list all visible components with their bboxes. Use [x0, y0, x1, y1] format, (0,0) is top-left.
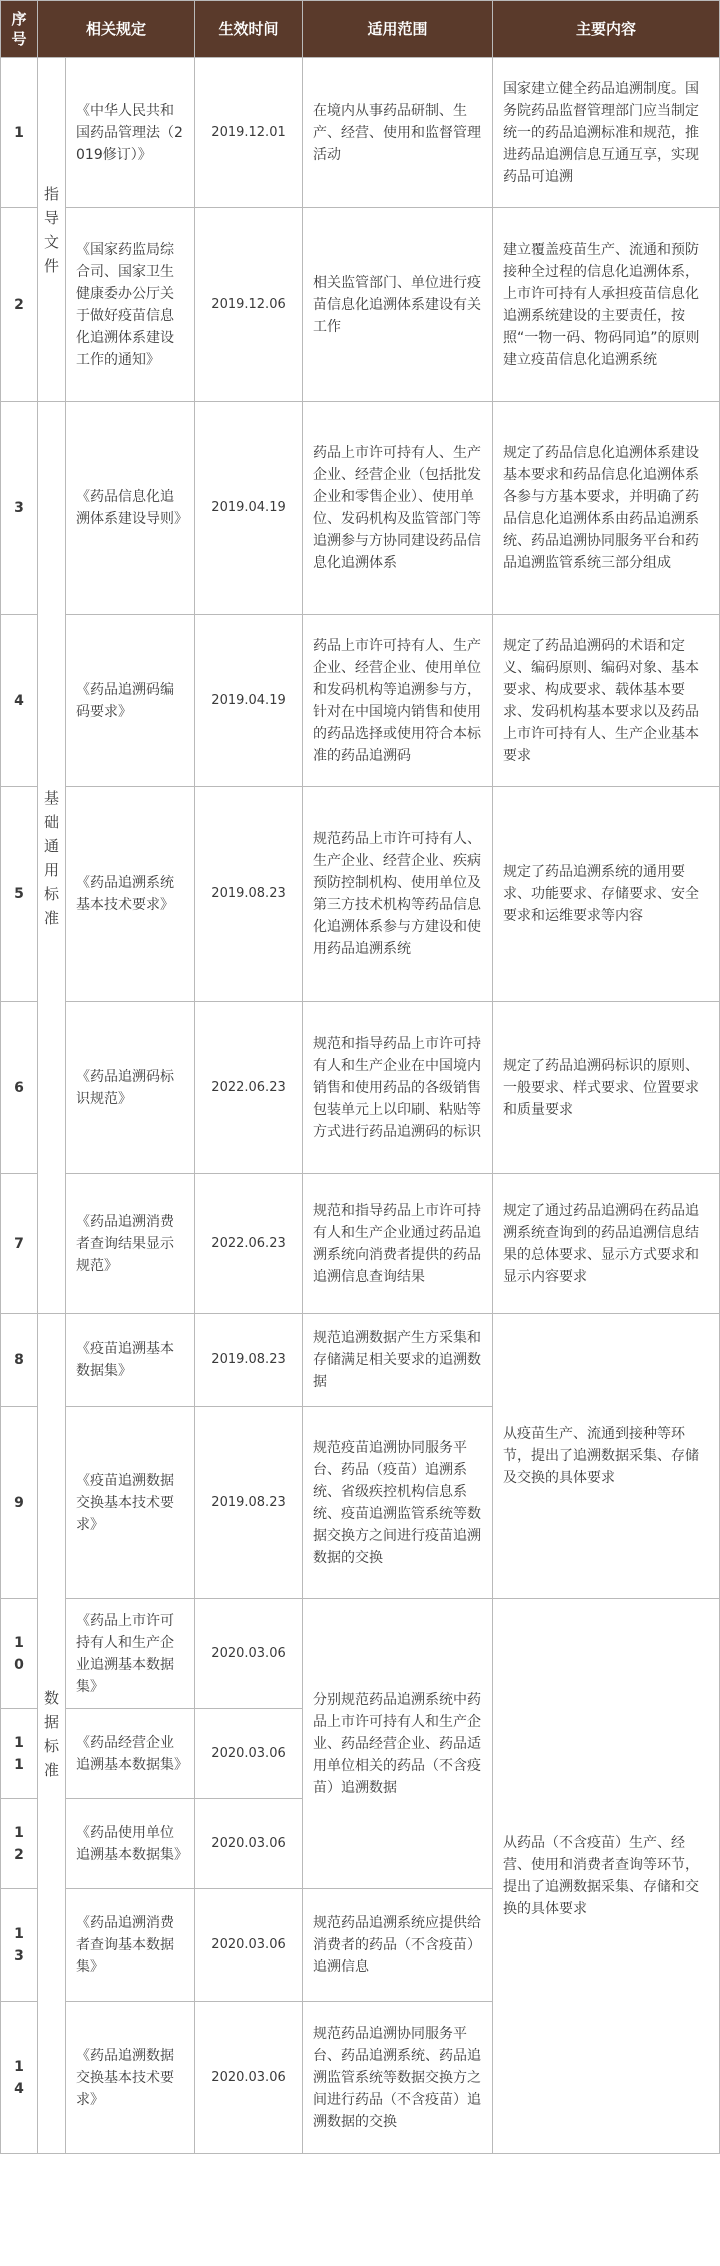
row-seq: 13	[1, 1889, 38, 2002]
effective-date: 2019.08.23	[195, 1314, 303, 1407]
header-regulation: 相关规定	[38, 1, 195, 58]
regulation-name: 《药品追溯消费者查询基本数据集》	[66, 1889, 195, 2002]
content-text: 规定了药品追溯码的术语和定义、编码原则、编码对象、基本要求、构成要求、载体基本要求、发码机构基本要求以及药品上市许可持有人、生产企业基本要求	[493, 615, 720, 787]
row-seq: 11	[1, 1709, 38, 1799]
row-seq: 7	[1, 1174, 38, 1314]
regulation-name: 《药品信息化追溯体系建设导则》	[66, 402, 195, 615]
effective-date: 2020.03.06	[195, 1599, 303, 1709]
effective-date: 2019.08.23	[195, 1407, 303, 1599]
table-row	[1, 787, 720, 1002]
effective-date: 2020.03.06	[195, 1709, 303, 1799]
scope-text: 规范追溯数据产生方采集和存储满足相关要求的追溯数据	[303, 1314, 493, 1407]
regulation-name: 《药品追溯码标识规范》	[66, 1002, 195, 1174]
regulation-name: 《药品经营企业追溯基本数据集》	[66, 1709, 195, 1799]
category-guidance: 指导文件	[38, 58, 66, 402]
scope-text: 规范药品追溯系统应提供给消费者的药品（不含疫苗）追溯信息	[303, 1889, 493, 2002]
table-row	[1, 1599, 720, 1709]
scope-text: 药品上市许可持有人、生产企业、经营企业、使用单位和发码机构等追溯参与方，针对在中国境内销售和使用的药品选择或使用符合本标准的药品追溯码	[303, 615, 493, 787]
content-text: 从疫苗生产、流通到接种等环节，提出了追溯数据采集、存储及交换的具体要求	[493, 1314, 720, 1599]
regulation-name: 《国家药监局综合司、国家卫生健康委办公厅关于做好疫苗信息化追溯体系建设工作的通知》	[66, 208, 195, 402]
effective-date: 2022.06.23	[195, 1174, 303, 1314]
scope-text: 药品上市许可持有人、生产企业、经营企业（包括批发企业和零售企业）、使用单位、发码机构及监管部门等追溯参与方协同建设药品信息化追溯体系	[303, 402, 493, 615]
regulation-name: 《药品上市许可持有人和生产企业追溯基本数据集》	[66, 1599, 195, 1709]
row-seq: 4	[1, 615, 38, 787]
header-seq: 序号	[1, 1, 38, 58]
table-row	[1, 208, 720, 402]
row-seq: 3	[1, 402, 38, 615]
row-seq: 8	[1, 1314, 38, 1407]
regulation-name: 《中华人民共和国药品管理法（2019修订）》	[66, 58, 195, 208]
table-row	[1, 1002, 720, 1174]
regulation-name: 《药品追溯系统基本技术要求》	[66, 787, 195, 1002]
effective-date: 2019.08.23	[195, 787, 303, 1002]
regulation-name: 《药品使用单位追溯基本数据集》	[66, 1799, 195, 1889]
table-row	[1, 615, 720, 787]
effective-date: 2019.04.19	[195, 402, 303, 615]
content-text: 规定了药品信息化追溯体系建设基本要求和药品信息化追溯体系各参与方基本要求，并明确了药品信息化追溯体系由药品追溯系统、药品追溯协同服务平台和药品追溯监管系统三部分组成	[493, 402, 720, 615]
effective-date: 2020.03.06	[195, 1799, 303, 1889]
scope-text: 在境内从事药品研制、生产、经营、使用和监督管理活动	[303, 58, 493, 208]
category-data: 数据标准	[38, 1314, 66, 2154]
effective-date: 2019.12.06	[195, 208, 303, 402]
effective-date: 2020.03.06	[195, 1889, 303, 2002]
row-seq: 9	[1, 1407, 38, 1599]
row-seq: 10	[1, 1599, 38, 1709]
header-scope: 适用范围	[303, 1, 493, 58]
row-seq: 1	[1, 58, 38, 208]
content-text: 规定了药品追溯码标识的原则、一般要求、样式要求、位置要求和质量要求	[493, 1002, 720, 1174]
scope-text: 规范和指导药品上市许可持有人和生产企业通过药品追溯系统向消费者提供的药品追溯信息查询结果	[303, 1174, 493, 1314]
row-seq: 6	[1, 1002, 38, 1174]
regulation-name: 《疫苗追溯数据交换基本技术要求》	[66, 1407, 195, 1599]
scope-text: 规范疫苗追溯协同服务平台、药品（疫苗）追溯系统、省级疾控机构信息系统、疫苗追溯监管系统等数据交换方之间进行疫苗追溯数据的交换	[303, 1407, 493, 1599]
scope-text: 分别规范药品追溯系统中药品上市许可持有人和生产企业、药品经营企业、药品适用单位相关的药品（不含疫苗）追溯数据	[303, 1599, 493, 1889]
content-text: 规定了药品追溯系统的通用要求、功能要求、存储要求、安全要求和运维要求等内容	[493, 787, 720, 1002]
regulation-name: 《药品追溯数据交换基本技术要求》	[66, 2002, 195, 2154]
category-basic: 基础通用标准	[38, 402, 66, 1314]
scope-text: 规范和指导药品上市许可持有人和生产企业在中国境内销售和使用药品的各级销售包装单元上以印刷、粘贴等方式进行药品追溯码的标识	[303, 1002, 493, 1174]
scope-text: 规范药品追溯协同服务平台、药品追溯系统、药品追溯监管系统等数据交换方之间进行药品（不含疫苗）追溯数据的交换	[303, 2002, 493, 2154]
row-seq: 12	[1, 1799, 38, 1889]
table-header-row	[1, 1, 720, 58]
effective-date: 2019.12.01	[195, 58, 303, 208]
regulation-name: 《药品追溯消费者查询结果显示规范》	[66, 1174, 195, 1314]
content-text: 国家建立健全药品追溯制度。国务院药品监督管理部门应当制定统一的药品追溯标准和规范，推进药品追溯信息互通互享，实现药品可追溯	[493, 58, 720, 208]
regulation-name: 《药品追溯码编码要求》	[66, 615, 195, 787]
scope-text: 相关监管部门、单位进行疫苗信息化追溯体系建设有关工作	[303, 208, 493, 402]
content-text: 从药品（不含疫苗）生产、经营、使用和消费者查询等环节，提出了追溯数据采集、存储和交换的具体要求	[493, 1599, 720, 2154]
header-content: 主要内容	[493, 1, 720, 58]
header-effective-date: 生效时间	[195, 1, 303, 58]
table-row	[1, 1174, 720, 1314]
effective-date: 2022.06.23	[195, 1002, 303, 1174]
table-row	[1, 1314, 720, 1407]
row-seq: 5	[1, 787, 38, 1002]
effective-date: 2019.04.19	[195, 615, 303, 787]
content-text: 建立覆盖疫苗生产、流通和预防接种全过程的信息化追溯体系，上市许可持有人承担疫苗信息化追溯系统建设的主要责任，按照“一物一码、物码同追”的原则建立疫苗信息化追溯系统	[493, 208, 720, 402]
table-row	[1, 58, 720, 208]
scope-text: 规范药品上市许可持有人、生产企业、经营企业、疾病预防控制机构、使用单位及第三方技术机构等药品信息化追溯体系参与方建设和使用药品追溯系统	[303, 787, 493, 1002]
row-seq: 14	[1, 2002, 38, 2154]
row-seq: 2	[1, 208, 38, 402]
content-text: 规定了通过药品追溯码在药品追溯系统查询到的药品追溯信息结果的总体要求、显示方式要求和显示内容要求	[493, 1174, 720, 1314]
table-row	[1, 402, 720, 615]
regulation-name: 《疫苗追溯基本数据集》	[66, 1314, 195, 1407]
effective-date: 2020.03.06	[195, 2002, 303, 2154]
